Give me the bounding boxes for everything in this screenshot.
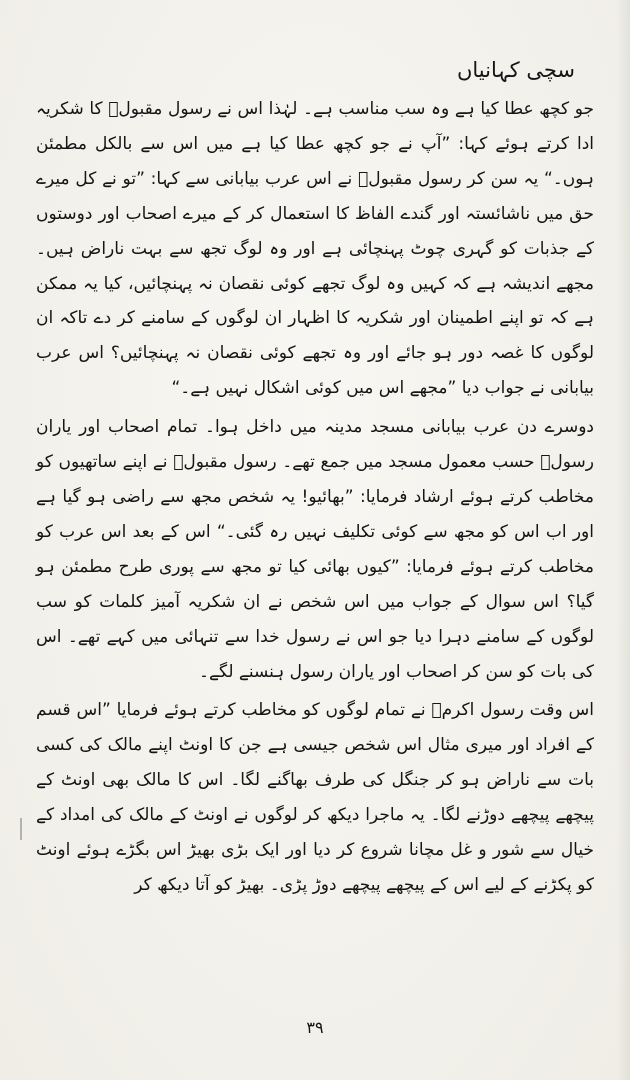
paragraph-3: اس وقت رسول اکرمؐ نے تمام لوگوں کو مخاطب کرتے ہوئے فرمایا ”اس قسم کے افراد اور میری مثال اس شخص جیسی ہے جن کا اونٹ اپنے مالک کی کسی بات سے ناراض ہو کر جنگل کی طرف بھاگنے لگا۔ اس کا مالک بھی اونٹ کے پیچھے پیچھے دوڑنے لگا۔ یہ ماجرا دیکھ کر لوگوں نے اونٹ کے مالک کی امداد کے خیال سے شور و غل مچانا شروع کر دیا اور ایک بڑی بھیڑ اس بگڑے ہوئے اونٹ کو پکڑنے کے لیے اس کے پیچھے پیچھے دوڑ پڑی۔ بھیڑ کو آتا دیکھ کر xyxy=(36,700,594,895)
page-edge-shadow xyxy=(616,0,630,1080)
running-header: سچی کہانیاں xyxy=(456,58,575,82)
page-number: ۳۹ xyxy=(306,1018,324,1037)
page-body xyxy=(36,92,594,903)
margin-pencil-mark xyxy=(20,818,22,840)
paragraph-2: دوسرے دن عرب بیابانی مسجد مدینہ میں داخل ہوا۔ تمام اصحاب اور یاران رسولؐ حسب معمول مسجد میں جمع تھے۔ رسول مقبولؐ نے اپنے ساتھیوں کو مخاطب کرتے ہوئے ارشاد فرمایا: ”بھائیو! یہ شخص مجھ سے راضی ہو گیا ہے اور اب اس کو مجھ سے کوئی تکلیف نہیں رہ گئی۔“ اس کے بعد اس عرب کو مخاطب کرتے ہوئے فرمایا: ”کیوں بھائی کیا تو مجھ سے پوری طرح مطمئن ہو گیا؟ اس سوال کے جواب میں اس شخص نے ان شکریہ آمیز کلمات کو سب لوگوں کے سامنے دہرا دیا جو اس نے رسول خدا سے تنہائی میں کہے تھے۔ اس کی بات کو سن کر اصحاب اور یاران رسول ہنسنے لگے۔ xyxy=(36,417,594,682)
paragraph-1: جو کچھ عطا کیا ہے وہ سب مناسب ہے۔ لہٰذا اس نے رسول مقبولؐ کا شکریہ ادا کرتے ہوئے کہا: ”آپ نے جو کچھ عطا کیا ہے میں اس سے بالکل مطمئن ہوں۔“ یہ سن کر رسول مقبولؐ نے اس عرب بیابانی سے کہا: ”تو نے کل میرے حق میں ناشائستہ اور گندے الفاظ کا استعمال کر کے میرے اصحاب اور دوستوں کے جذبات کو گہری چوٹ پہنچائی ہے اور وہ لوگ تجھ سے بہت ناراض ہیں۔ مجھے اندیشہ ہے کہ کہیں وہ لوگ تجھے کوئی نقصان نہ پہنچائیں، کیا یہ ممکن ہے کہ تو اپنے اطمینان اور شکریہ کا اظہار ان لوگوں کے سامنے کر دے تاکہ ان لوگوں کا غصہ دور ہو جائے اور وہ تجھے کوئی نقصان نہ پہنچائیں؟ اس عرب بیابانی نے جواب دیا ”مجھے اس میں کوئی اشکال نہیں ہے۔“ xyxy=(36,99,594,399)
